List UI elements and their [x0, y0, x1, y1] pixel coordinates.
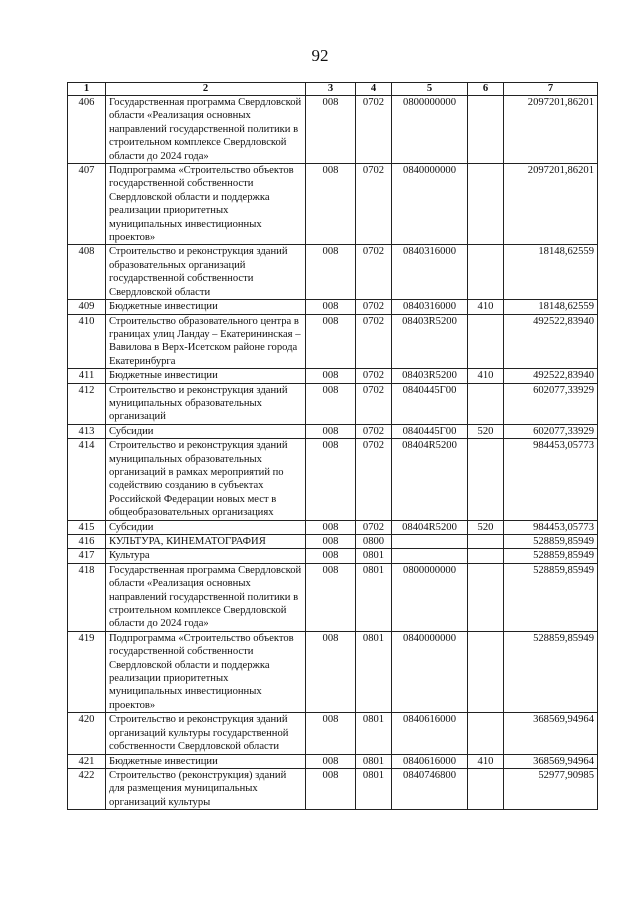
target-article-code: 08403R5200	[392, 314, 468, 369]
table-row	[68, 520, 598, 534]
expense-type-code	[468, 164, 504, 245]
target-article-code: 0840000000	[392, 631, 468, 712]
target-article-code: 0840316000	[392, 245, 468, 300]
section-code: 0702	[356, 96, 392, 164]
admin-code: 008	[306, 164, 356, 245]
section-code: 0801	[356, 563, 392, 631]
row-name: Культура	[106, 549, 306, 563]
expense-type-code: 410	[468, 300, 504, 314]
target-article-code: 0840316000	[392, 300, 468, 314]
table-row	[68, 549, 598, 563]
admin-code: 008	[306, 768, 356, 809]
table-row	[68, 768, 598, 809]
target-article-code	[392, 535, 468, 549]
row-number: 413	[68, 424, 106, 438]
row-number: 415	[68, 520, 106, 534]
row-amount: 2097201,86201	[504, 96, 598, 164]
column-header-3: 3	[306, 83, 356, 96]
row-name: Строительство и реконструкция зданий муниципальных образовательных организаций	[106, 383, 306, 424]
admin-code: 008	[306, 535, 356, 549]
admin-code: 008	[306, 314, 356, 369]
target-article-code: 0840445Г00	[392, 383, 468, 424]
row-number: 422	[68, 768, 106, 809]
row-number: 411	[68, 369, 106, 383]
row-number: 406	[68, 96, 106, 164]
admin-code: 008	[306, 245, 356, 300]
row-number: 410	[68, 314, 106, 369]
column-header-4: 4	[356, 83, 392, 96]
row-amount: 18148,62559	[504, 300, 598, 314]
table-body	[68, 96, 598, 810]
section-code: 0702	[356, 245, 392, 300]
row-amount: 984453,05773	[504, 520, 598, 534]
table-row	[68, 96, 598, 164]
section-code: 0800	[356, 535, 392, 549]
target-article-code: 0840746800	[392, 768, 468, 809]
row-amount: 368569,94964	[504, 754, 598, 768]
row-name: Государственная программа Свердловской области «Реализация основных направлений государственной политики в строительном комплексе Свердловской области до 2024 года»	[106, 96, 306, 164]
expense-type-code	[468, 535, 504, 549]
admin-code: 008	[306, 96, 356, 164]
admin-code: 008	[306, 631, 356, 712]
row-amount: 984453,05773	[504, 439, 598, 520]
row-amount: 492522,83940	[504, 314, 598, 369]
target-article-code: 0840616000	[392, 713, 468, 754]
section-code: 0801	[356, 754, 392, 768]
table-row	[68, 424, 598, 438]
expense-type-code: 410	[468, 369, 504, 383]
row-name: Субсидии	[106, 424, 306, 438]
table-row	[68, 245, 598, 300]
table-row	[68, 300, 598, 314]
row-amount: 368569,94964	[504, 713, 598, 754]
row-amount: 18148,62559	[504, 245, 598, 300]
budget-table	[67, 82, 598, 810]
expense-type-code: 520	[468, 520, 504, 534]
admin-code: 008	[306, 754, 356, 768]
column-header-2: 2	[106, 83, 306, 96]
section-code: 0702	[356, 369, 392, 383]
row-number: 417	[68, 549, 106, 563]
row-number: 408	[68, 245, 106, 300]
expense-type-code	[468, 383, 504, 424]
target-article-code: 08404R5200	[392, 520, 468, 534]
row-name: Подпрограмма «Строительство объектов государственной собственности Свердловской области и поддержка реализации приоритетных муниципальных инвестиционных проектов»	[106, 164, 306, 245]
row-number: 421	[68, 754, 106, 768]
row-number: 420	[68, 713, 106, 754]
table-row	[68, 535, 598, 549]
table-row	[68, 383, 598, 424]
expense-type-code	[468, 713, 504, 754]
expense-type-code	[468, 96, 504, 164]
expense-type-code: 410	[468, 754, 504, 768]
section-code: 0801	[356, 713, 392, 754]
expense-type-code	[468, 563, 504, 631]
column-header-6: 6	[468, 83, 504, 96]
section-code: 0702	[356, 520, 392, 534]
table-row	[68, 314, 598, 369]
row-amount: 52977,90985	[504, 768, 598, 809]
row-number: 419	[68, 631, 106, 712]
row-amount: 528859,85949	[504, 535, 598, 549]
admin-code: 008	[306, 520, 356, 534]
expense-type-code	[468, 768, 504, 809]
row-name: Бюджетные инвестиции	[106, 300, 306, 314]
table-row	[68, 369, 598, 383]
target-article-code	[392, 549, 468, 563]
table-row	[68, 439, 598, 520]
target-article-code: 0840616000	[392, 754, 468, 768]
admin-code: 008	[306, 563, 356, 631]
section-code: 0801	[356, 768, 392, 809]
target-article-code: 08403R5200	[392, 369, 468, 383]
page-number: 92	[311, 46, 329, 65]
admin-code: 008	[306, 300, 356, 314]
section-code: 0702	[356, 164, 392, 245]
section-code: 0702	[356, 383, 392, 424]
row-number: 416	[68, 535, 106, 549]
expense-type-code	[468, 245, 504, 300]
row-number: 418	[68, 563, 106, 631]
row-number: 407	[68, 164, 106, 245]
expense-type-code	[468, 314, 504, 369]
target-article-code: 0840445Г00	[392, 424, 468, 438]
admin-code: 008	[306, 424, 356, 438]
row-name: Подпрограмма «Строительство объектов государственной собственности Свердловской области и поддержка реализации приоритетных муниципальных инвестиционных проектов»	[106, 631, 306, 712]
row-amount: 602077,33929	[504, 383, 598, 424]
header-row	[68, 83, 598, 96]
row-amount: 528859,85949	[504, 631, 598, 712]
table-row	[68, 164, 598, 245]
row-name: Строительство и реконструкция зданий организаций культуры государственной собственности Свердловской области	[106, 713, 306, 754]
admin-code: 008	[306, 549, 356, 563]
row-number: 414	[68, 439, 106, 520]
row-name: Строительство (реконструкция) зданий для размещения муниципальных организаций культуры	[106, 768, 306, 809]
row-name: Бюджетные инвестиции	[106, 369, 306, 383]
row-amount: 2097201,86201	[504, 164, 598, 245]
target-article-code: 08404R5200	[392, 439, 468, 520]
table-header	[68, 83, 598, 96]
section-code: 0702	[356, 300, 392, 314]
row-name: Строительство образовательного центра в границах улиц Ландау – Екатерининская – Вавилова в Верх-Исетском районе города Екатеринбурга	[106, 314, 306, 369]
section-code: 0702	[356, 314, 392, 369]
admin-code: 008	[306, 383, 356, 424]
admin-code: 008	[306, 713, 356, 754]
table-row	[68, 563, 598, 631]
row-name: Бюджетные инвестиции	[106, 754, 306, 768]
section-code: 0702	[356, 424, 392, 438]
row-amount: 528859,85949	[504, 549, 598, 563]
row-amount: 602077,33929	[504, 424, 598, 438]
section-code: 0801	[356, 631, 392, 712]
row-name: Строительство и реконструкция зданий образовательных организаций государственной собственности Свердловской области	[106, 245, 306, 300]
expense-type-code	[468, 631, 504, 712]
column-header-5: 5	[392, 83, 468, 96]
expense-type-code	[468, 549, 504, 563]
admin-code: 008	[306, 369, 356, 383]
column-header-1: 1	[68, 83, 106, 96]
row-name: Строительство и реконструкция зданий муниципальных образовательных организаций в рамках мероприятий по содействию созданию в субъектах Российской Федерации новых мест в общеобразовательных организациях	[106, 439, 306, 520]
target-article-code: 0840000000	[392, 164, 468, 245]
table-row	[68, 754, 598, 768]
row-name: Государственная программа Свердловской области «Реализация основных направлений государственной политики в строительном комплексе Свердловской области до 2024 года»	[106, 563, 306, 631]
target-article-code: 0800000000	[392, 563, 468, 631]
row-number: 409	[68, 300, 106, 314]
admin-code: 008	[306, 439, 356, 520]
table-row	[68, 631, 598, 712]
row-amount: 528859,85949	[504, 563, 598, 631]
target-article-code: 0800000000	[392, 96, 468, 164]
expense-type-code	[468, 439, 504, 520]
expense-type-code: 520	[468, 424, 504, 438]
section-code: 0801	[356, 549, 392, 563]
section-code: 0702	[356, 439, 392, 520]
row-name: Субсидии	[106, 520, 306, 534]
table-row	[68, 713, 598, 754]
row-number: 412	[68, 383, 106, 424]
row-amount: 492522,83940	[504, 369, 598, 383]
row-name: КУЛЬТУРА, КИНЕМАТОГРАФИЯ	[106, 535, 306, 549]
column-header-7: 7	[504, 83, 598, 96]
